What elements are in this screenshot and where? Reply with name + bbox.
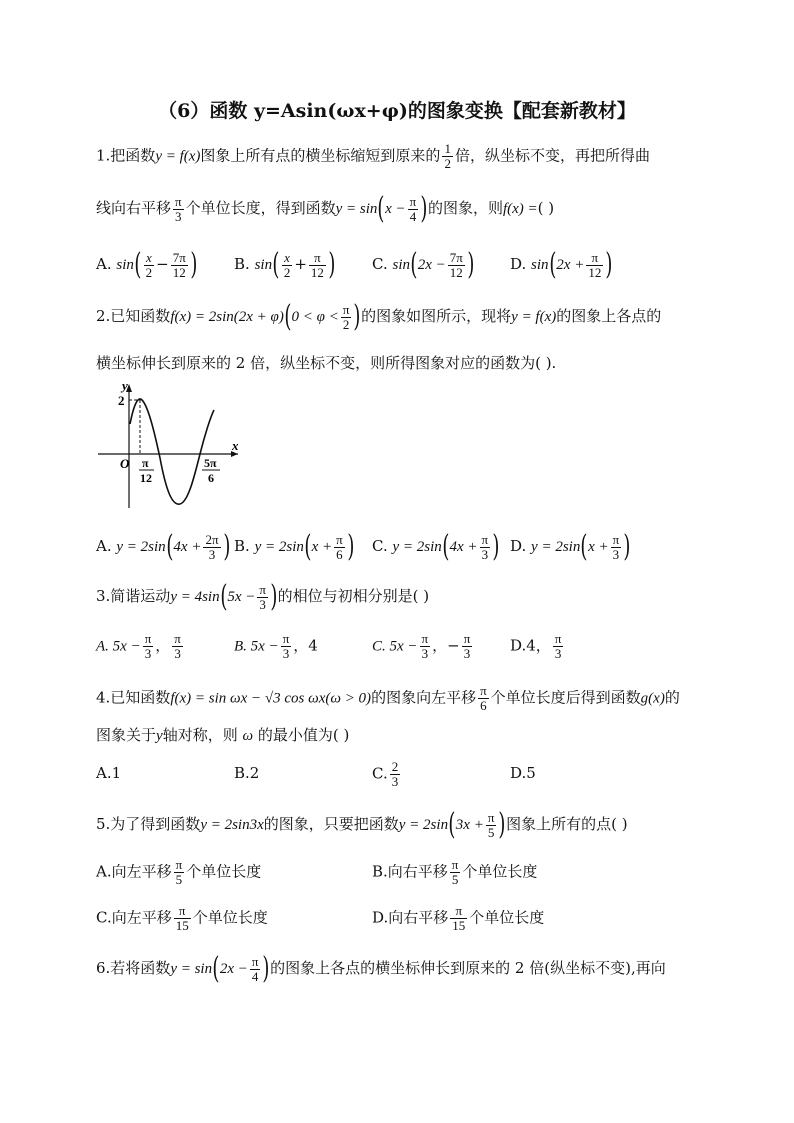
tick1-num: π	[142, 456, 149, 470]
q2-text: 的图象如图所示，现将	[361, 307, 512, 325]
q1-text: 线向右平移	[96, 199, 172, 217]
y-axis-label: y	[122, 378, 128, 393]
q2-text: 的图象上各点的	[556, 307, 662, 325]
q1-text: 图象上所有点的横坐标缩短到原来的	[200, 146, 441, 165]
q1-option-c: C. sin(2x − $\frac{7\pi}{12}$ )	[372, 247, 475, 282]
q1-option-d: D. sin(2x + $\frac{\pi}{12}$ )	[510, 247, 613, 282]
q5-line: 5.为了得到函数y = 2sin3x的图象，只要把函数y = 2sin(3x + $\frac{\pi}{5}$ )图象上所有的点( )	[96, 807, 628, 842]
q4-option-a: A.1	[96, 764, 122, 782]
q2-line2: 横坐标伸长到原来的 2 倍，纵坐标不变，则所得图象对应的函数为( ).	[96, 354, 557, 372]
y-value-label: 2	[118, 393, 125, 408]
q3-option-b: B. 5x − $\frac{\pi}{3}$ ，4	[234, 631, 318, 661]
q1-blank: ( )	[537, 199, 555, 217]
q4-option-d: D.5	[510, 764, 536, 782]
tick1-den: 12	[140, 471, 152, 485]
q4-option-b: B.2	[234, 764, 260, 782]
q4-line2: 图象关于y轴对称，则 ω 的最小值为( )	[96, 726, 350, 744]
q4-line1: 4.已知函数f(x) = sin ωx − √3 cos ωx(ω > 0)的图象向左平移 $\frac{\pi}{6}$ 个单位长度后得到函数g(x)的	[96, 683, 680, 713]
tick2-den: 6	[208, 471, 214, 485]
q2-option-d: D. y = 2sin(x + $\frac{\pi}{3}$ )	[510, 529, 631, 564]
q1-option-b: B. sin( $\frac{x}{2}$ + $\frac{\pi}{12}$ )	[234, 247, 336, 282]
page-title: （6）函数 y=Asin(ωx+φ)的图象变换【配套新教材】	[158, 100, 636, 122]
q4-option-c: C. $\frac{2}{3}$	[372, 759, 399, 789]
q3-option-a: A. 5x − $\frac{\pi}{3}$ ， $\frac{\pi}{3}$	[96, 631, 181, 661]
paren: )	[420, 191, 428, 226]
q5-option-c: C.向左平移 $\frac{\pi}{15}$ 个单位长度	[96, 903, 268, 933]
q1-text: 倍，纵坐标不变，再把所得曲	[454, 146, 650, 165]
q5-option-b: B.向右平移 $\frac{\pi}{5}$ 个单位长度	[372, 857, 538, 887]
q3-option-c: C. 5x − $\frac{\pi}{3}$ ，− $\frac{\pi}{3}$	[372, 631, 471, 661]
tick2-num: 5π	[204, 456, 217, 470]
q2-graph	[92, 378, 252, 514]
x-axis-label: x	[232, 438, 239, 453]
sine-graph-svg	[92, 378, 252, 514]
q2-text: 2.已知函数	[96, 307, 171, 325]
paren: (	[377, 191, 385, 226]
q5-option-a: A.向左平移 $\frac{\pi}{5}$ 个单位长度	[96, 857, 262, 887]
q1-text: 1.把函数	[96, 146, 156, 165]
origin-label: O	[120, 456, 130, 471]
q2-func: f(x) = 2sin(2x + φ)	[170, 309, 284, 325]
fraction: $\frac{\pi}{3}$	[175, 193, 182, 224]
q1-func: y = f(x)	[155, 148, 201, 165]
q1-line1	[96, 142, 650, 171]
q2-line1: 2.已知函数f(x) = 2sin(2x + φ)(0 < φ < $\frac{\pi}{2}$ )的图象如图所示，现将y = f(x)的图象上各点的	[96, 299, 662, 334]
q5-option-d: D.向右平移 $\frac{\pi}{15}$ 个单位长度	[372, 903, 545, 933]
q1-func-inner: x −	[385, 201, 406, 217]
q1-option-a: A. sin( $\frac{x}{2}$ − $\frac{7\pi}{12}$ )	[96, 247, 198, 282]
q2-option-b: B. y = 2sin(x + $\frac{\pi}{6}$ )	[234, 529, 355, 564]
sine-curve	[130, 399, 214, 504]
q3-option-d: D.4， $\frac{\pi}{3}$	[510, 631, 562, 661]
q2-option-c: C. y = 2sin(4x + $\frac{\pi}{3}$ )	[372, 529, 500, 564]
q1-text: 的图象，则	[427, 199, 503, 217]
q1-text: 个单位长度，得到函数	[185, 199, 336, 217]
q2-condition: 0 < φ <	[291, 309, 339, 325]
fraction: $\frac{1}{2}$	[444, 141, 451, 171]
q2-func: y = f(x)	[511, 309, 557, 325]
q1-func: y = sin	[335, 201, 378, 217]
q1-line2	[96, 191, 555, 226]
q6-line: 6.若将函数y = sin(2x − $\frac{\pi}{4}$ )的图象上各点的横坐标伸长到原来的 2 倍(纵坐标不变),再向	[96, 951, 666, 986]
fraction: $\frac{\pi}{4}$	[409, 193, 417, 224]
q3-line: 3.简谐运动y = 4sin(5x − $\frac{\pi}{3}$ )的相位与初相分别是( )	[96, 579, 430, 614]
q2-option-a: A. y = 2sin(4x + $\frac{2\pi}{3}$ )	[96, 529, 230, 564]
q1-func: f(x) =	[502, 201, 538, 217]
